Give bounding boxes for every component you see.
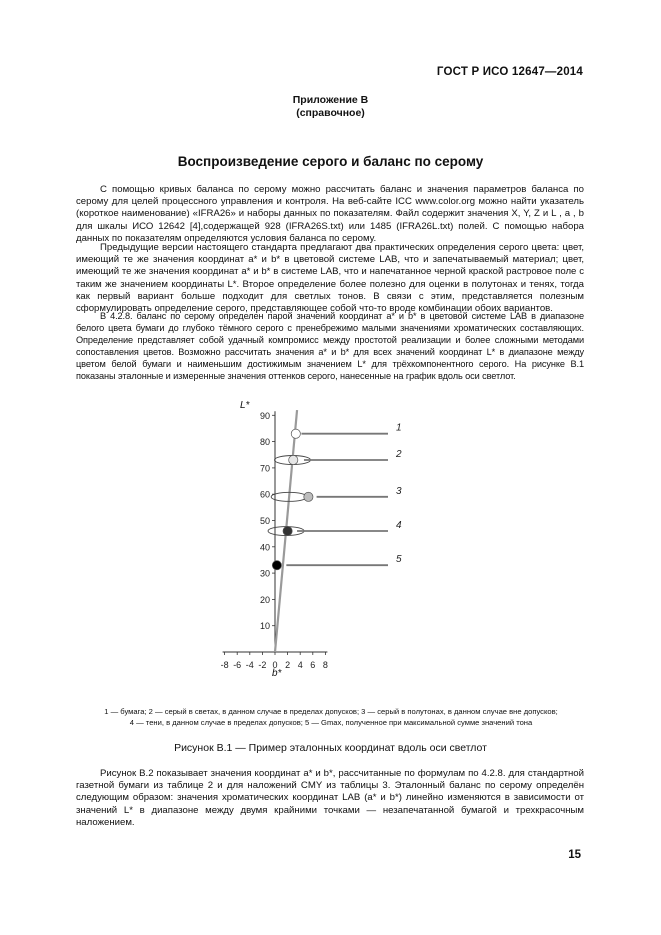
y-tick-label: 80 [259, 437, 270, 448]
x-axis-label: b* [272, 668, 282, 679]
paragraph-4: Рисунок В.2 показывает значения координат a* и b*, рассчитанные по формулам по 4.2.8. для стандартной газетной бумаги из таблице 2 и для наложений CMY из таблицы 3. Эталонный баланс по серому определён следующим образом: значения хроматических координат LAB (a* и b*) линейно изменяются в зависимости от значений L* в диапазоне между двумя крайними точками — незапечатанной бумагой и трехкрасочным наложением. [76, 768, 584, 828]
x-tick-label: 4 [297, 660, 303, 670]
x-tick-label: 2 [285, 660, 291, 670]
x-tick-label: 6 [310, 660, 316, 670]
paragraph-3: В 4.2.8. баланс по серому определен парой значений координат a* и b* в цветовой системе LAB в диапазоне белого цвета бумаги до глубоко тёмного серого с пренебрежимо малыми значениями хроматических составляющих. Определение представляет собой удачный компромисс между простотой реализации и более сложными методами сопоставления цветов. Возможно рассчитать значения a* и b* для всех значений координат L* в диапазоне между цветом белой бумаги и наименьшим достижимым значением L* для трёхкомпонентного серого. На рисунке В.1 показаны эталонные и измеренные значения оттенков серого, нанесенные на график вдоль оси светлот. [76, 311, 584, 382]
y-tick-label: 10 [259, 621, 270, 632]
gray-balance-chart [190, 388, 430, 688]
standard-header: ГОСТ Р ИСО 12647—2014 [436, 66, 583, 78]
y-tick-label: 40 [259, 542, 270, 553]
paragraph-2: Предыдущие версии настоящего стандарта предлагают два практических определения серого цвета: цвет, имеющий те же значения координат a* и b* в цветовой системе LAB, что и запечатываемый материал; цвет, имеющий те же значения координат a* и b* в системе LAB, что и напечатанное черной краской растровое поле с таким же значением координаты L*. Второе определение более полезно для оценки в полутонах и тенях, тогда как первый вариант больше подходит для светлых тонов. В связи с этим, представляется полезным сформулировать определение серого, представляющее собой что-то вроде комбинации обоих вариантов. [76, 242, 584, 315]
chart-marks [268, 410, 402, 652]
y-tick-label: 30 [259, 568, 270, 579]
x-tick-label: -6 [233, 660, 242, 670]
appendix-subtitle: (справочное) [296, 107, 365, 119]
point-label: 4 [396, 520, 402, 532]
data-point [289, 455, 298, 464]
y-tick-label: 90 [259, 410, 270, 421]
data-point [272, 561, 281, 570]
data-point [291, 429, 300, 438]
y-axis-label: L* [240, 400, 250, 411]
figure-legend-line-1: 1 — бумага; 2 — серый в светах, в данном случае в пределах допусков; 3 — серый в полутонах, в данном случае вне допусков; [104, 707, 558, 716]
page-number: 15 [568, 849, 581, 861]
chart-ticks [221, 411, 328, 670]
point-label: 1 [396, 422, 402, 434]
y-tick-label: 20 [259, 594, 270, 605]
figure-legend-line-2: 4 — тени, в данном случае в пределах допусков; 5 — Gmax, полученное при максимальной сумме значений тона [129, 718, 533, 727]
point-label: 5 [396, 554, 402, 566]
y-tick-label: 60 [259, 489, 270, 500]
figure-caption: Рисунок В.1 — Пример эталонных координат вдоль оси светлот [174, 742, 487, 754]
point-label: 2 [396, 449, 402, 461]
x-tick-label: 0 [272, 660, 278, 670]
appendix-title: Приложение В [292, 94, 369, 106]
data-point [304, 492, 313, 501]
point-label: 3 [396, 485, 402, 497]
data-point [283, 526, 292, 535]
x-tick-label: -2 [258, 660, 267, 670]
y-tick-label: 50 [259, 516, 270, 526]
x-tick-label: -4 [245, 660, 254, 670]
x-tick-label: 8 [322, 660, 328, 670]
paragraph-1: С помощью кривых баланса по серому можно рассчитать баланс и значения параметров баланса по серому для целей процессного управления и контроля. На веб-сайте ICC www.color.org можно найти указатель (короткое наименование) «IFRA26» и наборы данных по показателям. Файл содержит значения X, Y, Z и L , a , b для шкалы ИСО 12642 [4],содержащей 928 (IFRA26S.txt) или 1485 (IFRA26L.txt) полей. С помощью набора данных по показателям определяются условия баланса по серому. [76, 184, 584, 244]
y-tick-label: 70 [259, 463, 270, 474]
section-title: Воспроизведение серого и баланс по серому [177, 154, 484, 169]
x-tick-label: -8 [220, 660, 229, 670]
